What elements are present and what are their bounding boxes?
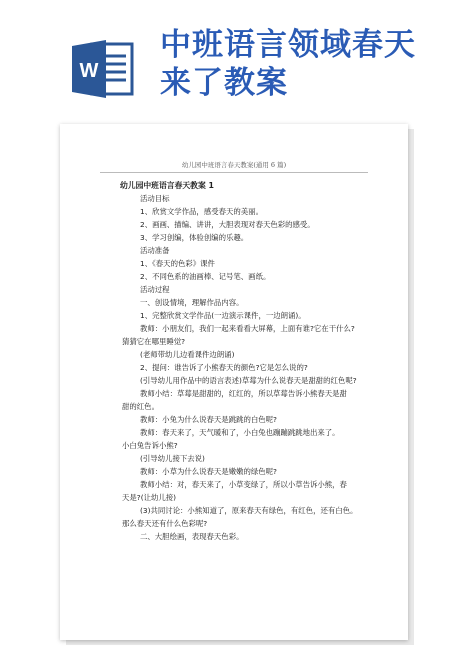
document-body [122,179,372,543]
title-line-1: 中班语言领域春天 [160,27,416,63]
doc-heading: 幼儿园中班语言春天教案 1 [120,181,214,190]
body-line: 猜猜它在哪里睡觉? [122,337,186,346]
body-line: 甜的红色。 [122,402,159,411]
body-line: 1、欣赏文学作品，感受春天的美丽。 [140,207,263,216]
body-line: 活动准备 [140,246,170,255]
word-icon [70,36,136,102]
document-page [60,124,408,640]
body-line: 那么春天还有什么色彩呢? [122,519,208,528]
body-line: 1、完整欣赏文学作品(一边演示课件，一边朗诵)。 [140,311,306,320]
svg-text:W: W [79,60,99,82]
body-line: 教师：春天来了，天气暖和了，小白兔也蹦蹦跳跳地出来了。 [140,428,340,437]
body-line: 活动目标 [140,194,170,203]
body-line: 活动过程 [140,285,170,294]
body-line: (3)共同讨论：小熊知道了，原来春天有绿色，有红色，还有白色。 [140,506,358,515]
page-title [160,26,460,102]
body-line: (引导幼儿接下去说) [140,454,205,463]
body-line: 2、画画、描编、讲讲，大胆表现对春天色彩的感受。 [140,220,315,229]
body-line: 教师：小兔为什么说春天是跳跳的白色呢? [140,415,277,424]
body-line: (引导幼儿用作品中的语言表述)草莓为什么说春天是甜甜的红色呢? [140,376,357,385]
title-line-2: 来了教案 [160,65,288,101]
body-line: 教师：小朋友们，我们一起来看看大屏幕，上面有谁?它在干什么? [140,324,355,333]
body-line: 一、创设情境，理解作品内容。 [140,298,244,307]
body-line: 教师小结：草莓是甜甜的，红红的，所以草莓告诉小熊春天是甜 [140,389,347,398]
running-header: 幼儿园中班语言春天教案(通用 6 篇) [181,161,287,169]
body-line: 1、《春天的色彩》课件 [140,259,215,268]
body-line: 二、大胆绘画，表现春天色彩。 [140,532,244,541]
banner [0,0,474,125]
body-line: 小白兔告诉小熊? [122,441,178,450]
body-line: 天是?(让幼儿接) [122,493,177,502]
body-line: 2、不同色系的油画棒、记号笔、画纸。 [140,272,271,281]
body-line: 教师小结：对，春天来了，小草变绿了，所以小草告诉小熊，春 [140,480,347,489]
body-line: 教师：小草为什么说春天是嫩嫩的绿色呢? [140,467,277,476]
body-line: 2、提问：谁告诉了小熊春天的颜色?它是怎么说的? [140,363,308,372]
body-line: 3、学习创编，体验创编的乐趣。 [140,233,249,242]
header-rule [100,172,368,173]
body-line: (老师带幼儿边看课件边朗诵) [140,350,235,359]
